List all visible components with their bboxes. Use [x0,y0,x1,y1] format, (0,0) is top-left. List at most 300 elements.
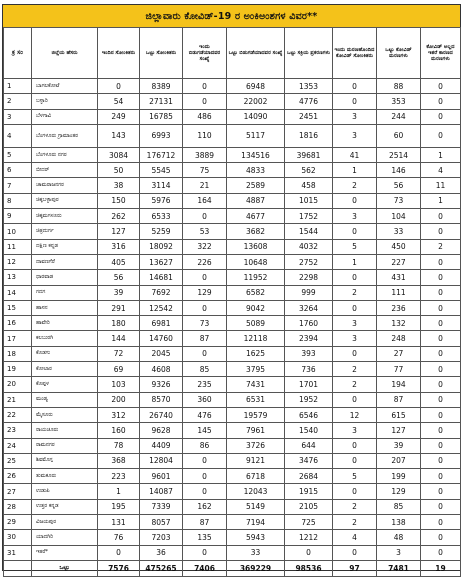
cell-today-deaths: 0 [333,392,377,407]
cell-sn: 22 [4,407,32,422]
cell-district: ಚಿಕ್ಕಬಳ್ಳಾಪುರ [32,193,98,208]
cell-total-deaths: 207 [377,453,421,468]
cell-district: ದಕ್ಷಿಣ ಕನ್ನಡ [32,239,98,254]
cell-today-deaths: 3 [333,109,377,124]
table-row [4,407,461,422]
cell-total-discharged: 4833 [227,163,285,178]
cell-today-deaths: 2 [333,515,377,530]
cell-total-deaths: 48 [377,530,421,545]
cell-today-discharged: 360 [183,392,227,407]
cell-sn: 29 [4,515,32,530]
cell-today-deaths: 0 [333,346,377,361]
cell-sn: 27 [4,484,32,499]
cell-district: ಯಾದಗಿರಿ [32,530,98,545]
cell-sn: 11 [4,239,32,254]
table-row [4,124,461,147]
cell-total-deaths: 450 [377,239,421,254]
cell-today-positive: 312 [98,407,140,422]
cell-today-deaths: 0 [333,545,377,560]
cell-active: 2298 [285,270,333,285]
cell-today-positive: 69 [98,362,140,377]
cell-other-deaths: 0 [421,515,461,530]
cell-total-discharged: 3682 [227,224,285,239]
cell-active: 1015 [285,193,333,208]
cell-other-deaths: 0 [421,423,461,438]
cell-other-deaths: 0 [421,285,461,300]
cell-total-discharged: 5089 [227,316,285,331]
cell-today-discharged: 73 [183,316,227,331]
cell-total-positive: 4409 [140,438,183,453]
cell-total-positive: 14087 [140,484,183,499]
cell-today-deaths: 4 [333,530,377,545]
cell-today-discharged: 235 [183,377,227,392]
cell-total-positive: 7339 [140,499,183,514]
cell-today-deaths: 0 [333,94,377,109]
cell-total-positive: 12542 [140,300,183,315]
cell-sn: 9 [4,209,32,224]
cell-sn: 17 [4,331,32,346]
cell-sn: 10 [4,224,32,239]
total-today-deaths: 97 [333,560,377,576]
header-sn: ಕ್ರ ಸಂ [4,28,32,79]
cell-sn: 25 [4,453,32,468]
cell-total-discharged: 4887 [227,193,285,208]
cell-other-deaths: 0 [421,270,461,285]
cell-district: ಕಲಬುರಗಿ [32,331,98,346]
cell-sn: 1 [4,79,32,94]
cell-sn: 12 [4,254,32,269]
cell-district: ಚಿಕ್ಕಮಗಳೂರು [32,209,98,224]
cell-other-deaths: 0 [421,209,461,224]
cell-today-discharged: 0 [183,453,227,468]
stats-sheet [2,4,461,571]
cell-today-discharged: 0 [183,484,227,499]
cell-other-deaths: 0 [421,346,461,361]
cell-other-deaths: 0 [421,377,461,392]
total-total-positive: 475265 [140,560,183,576]
table-row [4,331,461,346]
table-row [4,316,461,331]
cell-today-positive: 50 [98,163,140,178]
cell-district: ಗದಗ [32,285,98,300]
cell-sn: 14 [4,285,32,300]
header-other-deaths: ಕೋವಿಡ್ ಅಲ್ಲದ ಇತರೆ ಕಾರಣದ ಮರಣಗಳು [421,28,461,79]
cell-sn: 13 [4,270,32,285]
cell-total-positive: 9628 [140,423,183,438]
cell-active: 644 [285,438,333,453]
cell-other-deaths: 0 [421,124,461,147]
cell-sn: 24 [4,438,32,453]
cell-district: ಉಡುಪಿ [32,484,98,499]
cell-active: 0 [285,545,333,560]
cell-today-deaths: 1 [333,254,377,269]
cell-total-positive: 9601 [140,469,183,484]
cell-total-discharged: 3726 [227,438,285,453]
cell-other-deaths: 0 [421,331,461,346]
table-row [4,270,461,285]
cell-today-positive: 291 [98,300,140,315]
cell-total-deaths: 87 [377,392,421,407]
cell-today-positive: 262 [98,209,140,224]
cell-total-deaths: 2514 [377,147,421,162]
cell-total-positive: 14681 [140,270,183,285]
table-row [4,224,461,239]
header-active: ಒಟ್ಟು ಸಕ್ರಿಯ ಪ್ರಕರಣಗಳು [285,28,333,79]
cell-total-discharged: 2589 [227,178,285,193]
cell-today-discharged: 53 [183,224,227,239]
cell-today-discharged: 75 [183,163,227,178]
cell-today-positive: 127 [98,224,140,239]
cell-total-positive: 7692 [140,285,183,300]
cell-today-deaths: 2 [333,499,377,514]
cell-total-deaths: 85 [377,499,421,514]
cell-sn: 18 [4,346,32,361]
cell-today-deaths: 0 [333,224,377,239]
cell-today-discharged: 0 [183,94,227,109]
cell-sn: 4 [4,124,32,147]
cell-total-deaths: 33 [377,224,421,239]
cell-total-deaths: 431 [377,270,421,285]
cell-other-deaths: 0 [421,392,461,407]
cell-today-positive: 103 [98,377,140,392]
cell-district: ಧಾರವಾಡ [32,270,98,285]
cell-active: 1544 [285,224,333,239]
cell-total-deaths: 129 [377,484,421,499]
cell-sn: 19 [4,362,32,377]
cell-active: 725 [285,515,333,530]
cell-other-deaths: 0 [421,79,461,94]
cell-total-deaths: 3 [377,545,421,560]
cell-today-positive: 150 [98,193,140,208]
cell-today-deaths: 3 [333,316,377,331]
table-row [4,515,461,530]
cell-active: 1952 [285,392,333,407]
cell-sn: 21 [4,392,32,407]
cell-district: ಚಾಮರಾಜನಗರ [32,178,98,193]
cell-today-positive: 78 [98,438,140,453]
cell-today-positive: 405 [98,254,140,269]
cell-today-positive: 54 [98,94,140,109]
cell-today-discharged: 0 [183,469,227,484]
cell-district: ಬಳ್ಳಾರಿ [32,94,98,109]
header-today-discharged: ಇಂದು ಬಿಡುಗಡೆಯಾದವರ ಸಂಖ್ಯೆ [183,28,227,79]
cell-total-discharged: 7961 [227,423,285,438]
cell-total-deaths: 104 [377,209,421,224]
cell-total-discharged: 10648 [227,254,285,269]
cell-active: 2451 [285,109,333,124]
cell-other-deaths: 0 [421,254,461,269]
cell-sn: 3 [4,109,32,124]
cell-today-positive: 144 [98,331,140,346]
cell-sn: 7 [4,178,32,193]
table-row [4,469,461,484]
table-row [4,530,461,545]
cell-total-discharged: 4677 [227,209,285,224]
cell-total-positive: 4608 [140,362,183,377]
cell-district: ಬೆಂಗಳೂರು ನಗರ [32,147,98,162]
cell-total-discharged: 33 [227,545,285,560]
cell-total-deaths: 615 [377,407,421,422]
cell-total-positive: 5976 [140,193,183,208]
header-total-discharged: ಒಟ್ಟು ಬಿಡುಗಡೆಯಾದವರ ಸಂಖ್ಯೆ [227,28,285,79]
cell-other-deaths: 0 [421,300,461,315]
cell-sn: 16 [4,316,32,331]
table-row [4,79,461,94]
cell-total-positive: 2045 [140,346,183,361]
cell-district: ರಾಮನಗರ [32,438,98,453]
table-row [4,254,461,269]
cell-total-discharged: 134516 [227,147,285,162]
cell-other-deaths: 2 [421,239,461,254]
cell-other-deaths: 0 [421,407,461,422]
cell-today-positive: 1 [98,484,140,499]
cell-total-positive: 9326 [140,377,183,392]
cell-total-positive: 5259 [140,224,183,239]
cell-today-positive: 200 [98,392,140,407]
cell-district: ಬೀದರ್ [32,163,98,178]
header-total-positive: ಒಟ್ಟು ಸೋಂಕಿತರು [140,28,183,79]
cell-total-positive: 27131 [140,94,183,109]
cell-today-deaths: 5 [333,239,377,254]
cell-total-discharged: 11952 [227,270,285,285]
cell-total-discharged: 5943 [227,530,285,545]
cell-total-discharged: 1625 [227,346,285,361]
cell-district: ಉತ್ತರ ಕನ್ನಡ [32,499,98,514]
cell-total-positive: 8389 [140,79,183,94]
cell-sn: 6 [4,163,32,178]
cell-total-discharged: 6531 [227,392,285,407]
cell-total-deaths: 39 [377,438,421,453]
cell-today-discharged: 3889 [183,147,227,162]
cell-other-deaths: 0 [421,109,461,124]
cell-total-discharged: 3795 [227,362,285,377]
cell-today-discharged: 129 [183,285,227,300]
cell-total-deaths: 88 [377,79,421,94]
cell-sn: 20 [4,377,32,392]
cell-sn: 8 [4,193,32,208]
cell-today-deaths: 41 [333,147,377,162]
cell-district: ತುಮಕೂರು [32,469,98,484]
cell-active: 999 [285,285,333,300]
cell-today-deaths: 12 [333,407,377,422]
cell-active: 3264 [285,300,333,315]
table-row [4,300,461,315]
header-today-positive: ಇಂದಿನ ಸೋಂಕಿತರು [98,28,140,79]
cell-active: 736 [285,362,333,377]
table-row [4,453,461,468]
cell-today-discharged: 322 [183,239,227,254]
table-row [4,499,461,514]
cell-today-discharged: 0 [183,346,227,361]
cell-sn [4,560,32,576]
cell-district: ಬಾಗಲಕೋಟೆ [32,79,98,94]
cell-today-discharged: 0 [183,270,227,285]
covid-district-table [3,27,461,577]
cell-today-deaths: 0 [333,484,377,499]
cell-today-discharged: 0 [183,209,227,224]
cell-sn: 28 [4,499,32,514]
cell-today-discharged: 476 [183,407,227,422]
cell-active: 2394 [285,331,333,346]
cell-today-deaths: 0 [333,79,377,94]
total-other-deaths: 19 [421,560,461,576]
cell-today-discharged: 226 [183,254,227,269]
cell-total-discharged: 6948 [227,79,285,94]
cell-today-positive: 76 [98,530,140,545]
cell-sn: 30 [4,530,32,545]
cell-active: 2105 [285,499,333,514]
cell-today-positive: 195 [98,499,140,514]
cell-total-discharged: 12118 [227,331,285,346]
total-label: ಒಟ್ಟು [32,560,98,576]
table-row [4,438,461,453]
cell-today-positive: 38 [98,178,140,193]
cell-total-discharged: 22002 [227,94,285,109]
cell-sn: 2 [4,94,32,109]
cell-today-discharged: 87 [183,331,227,346]
cell-active: 1701 [285,377,333,392]
cell-total-positive: 6993 [140,124,183,147]
cell-today-positive: 249 [98,109,140,124]
cell-total-positive: 8570 [140,392,183,407]
cell-today-positive: 0 [98,79,140,94]
header-district: ಜಿಲ್ಲೆಯ ಹೆಸರು [32,28,98,79]
cell-district: ಶಿವಮೊಗ್ಗ [32,453,98,468]
cell-today-positive: 0 [98,545,140,560]
cell-total-positive: 176712 [140,147,183,162]
cell-other-deaths: 0 [421,438,461,453]
cell-total-discharged: 7431 [227,377,285,392]
cell-today-deaths: 2 [333,285,377,300]
cell-district: ರಾಯಚೂರು [32,423,98,438]
cell-total-discharged: 12043 [227,484,285,499]
cell-today-positive: 131 [98,515,140,530]
cell-total-deaths: 138 [377,515,421,530]
cell-total-positive: 3114 [140,178,183,193]
cell-other-deaths: 0 [421,499,461,514]
cell-total-discharged: 7194 [227,515,285,530]
cell-active: 562 [285,163,333,178]
cell-other-deaths: 1 [421,193,461,208]
cell-total-deaths: 236 [377,300,421,315]
cell-today-discharged: 0 [183,545,227,560]
cell-total-discharged: 6582 [227,285,285,300]
cell-active: 6546 [285,407,333,422]
cell-total-positive: 14760 [140,331,183,346]
cell-today-discharged: 0 [183,300,227,315]
total-total-deaths: 7481 [377,560,421,576]
cell-total-deaths: 194 [377,377,421,392]
cell-today-positive: 160 [98,423,140,438]
cell-today-discharged: 164 [183,193,227,208]
cell-today-deaths: 0 [333,438,377,453]
cell-total-deaths: 111 [377,285,421,300]
table-row [4,484,461,499]
cell-other-deaths: 11 [421,178,461,193]
cell-active: 4032 [285,239,333,254]
table-row [4,239,461,254]
cell-active: 1212 [285,530,333,545]
cell-district: ದಾವಣಗೆರೆ [32,254,98,269]
cell-today-discharged: 135 [183,530,227,545]
total-today-discharged: 7406 [183,560,227,576]
table-row [4,362,461,377]
cell-today-discharged: 486 [183,109,227,124]
cell-total-positive: 16785 [140,109,183,124]
cell-active: 1752 [285,209,333,224]
cell-today-deaths: 0 [333,193,377,208]
cell-other-deaths: 4 [421,163,461,178]
cell-total-discharged: 5149 [227,499,285,514]
cell-other-deaths: 0 [421,545,461,560]
cell-total-deaths: 199 [377,469,421,484]
cell-total-deaths: 146 [377,163,421,178]
cell-today-deaths: 1 [333,163,377,178]
cell-total-discharged: 5117 [227,124,285,147]
table-row [4,423,461,438]
cell-today-deaths: 5 [333,469,377,484]
cell-active: 2752 [285,254,333,269]
cell-today-deaths: 3 [333,209,377,224]
table-row [4,285,461,300]
cell-today-deaths: 3 [333,423,377,438]
header-today-deaths: ಇಂದು ಮರಣಹೊಂದಿದ ಕೋವಿಡ್ ಸೋಂಕಿತರು [333,28,377,79]
total-active: 98536 [285,560,333,576]
cell-total-positive: 36 [140,545,183,560]
cell-total-discharged: 6718 [227,469,285,484]
table-row [4,346,461,361]
cell-active: 3476 [285,453,333,468]
cell-district: ಕೊಡಗು [32,346,98,361]
cell-active: 1915 [285,484,333,499]
cell-district: ಬೆಳಗಾವಿ [32,109,98,124]
cell-active: 1540 [285,423,333,438]
cell-total-positive: 5545 [140,163,183,178]
cell-today-deaths: 2 [333,377,377,392]
cell-sn: 15 [4,300,32,315]
table-row [4,147,461,162]
cell-total-deaths: 77 [377,362,421,377]
total-today-positive: 7576 [98,560,140,576]
header-row [4,28,461,79]
cell-total-deaths: 127 [377,423,421,438]
table-row [4,545,461,560]
header-total-deaths: ಒಟ್ಟು ಕೋವಿಡ್ ಮರಣಗಳು [377,28,421,79]
cell-today-discharged: 110 [183,124,227,147]
table-row [4,178,461,193]
table-row [4,94,461,109]
cell-today-discharged: 87 [183,515,227,530]
cell-district: ಚಿತ್ರದುರ್ಗ [32,224,98,239]
cell-district: ಕೊಪ್ಪಳ [32,377,98,392]
cell-total-discharged: 9121 [227,453,285,468]
cell-total-positive: 18092 [140,239,183,254]
cell-sn: 5 [4,147,32,162]
cell-total-deaths: 227 [377,254,421,269]
cell-district: ಮೈಸೂರು [32,407,98,422]
cell-total-deaths: 27 [377,346,421,361]
table-row [4,209,461,224]
cell-district: ಕೋಲಾರ [32,362,98,377]
cell-today-positive: 223 [98,469,140,484]
cell-district: ಇತರೆ* [32,545,98,560]
cell-active: 39681 [285,147,333,162]
cell-total-positive: 8057 [140,515,183,530]
cell-total-discharged: 19579 [227,407,285,422]
cell-total-positive: 13627 [140,254,183,269]
total-row [4,560,461,576]
cell-district: ಹಾಸನ [32,300,98,315]
